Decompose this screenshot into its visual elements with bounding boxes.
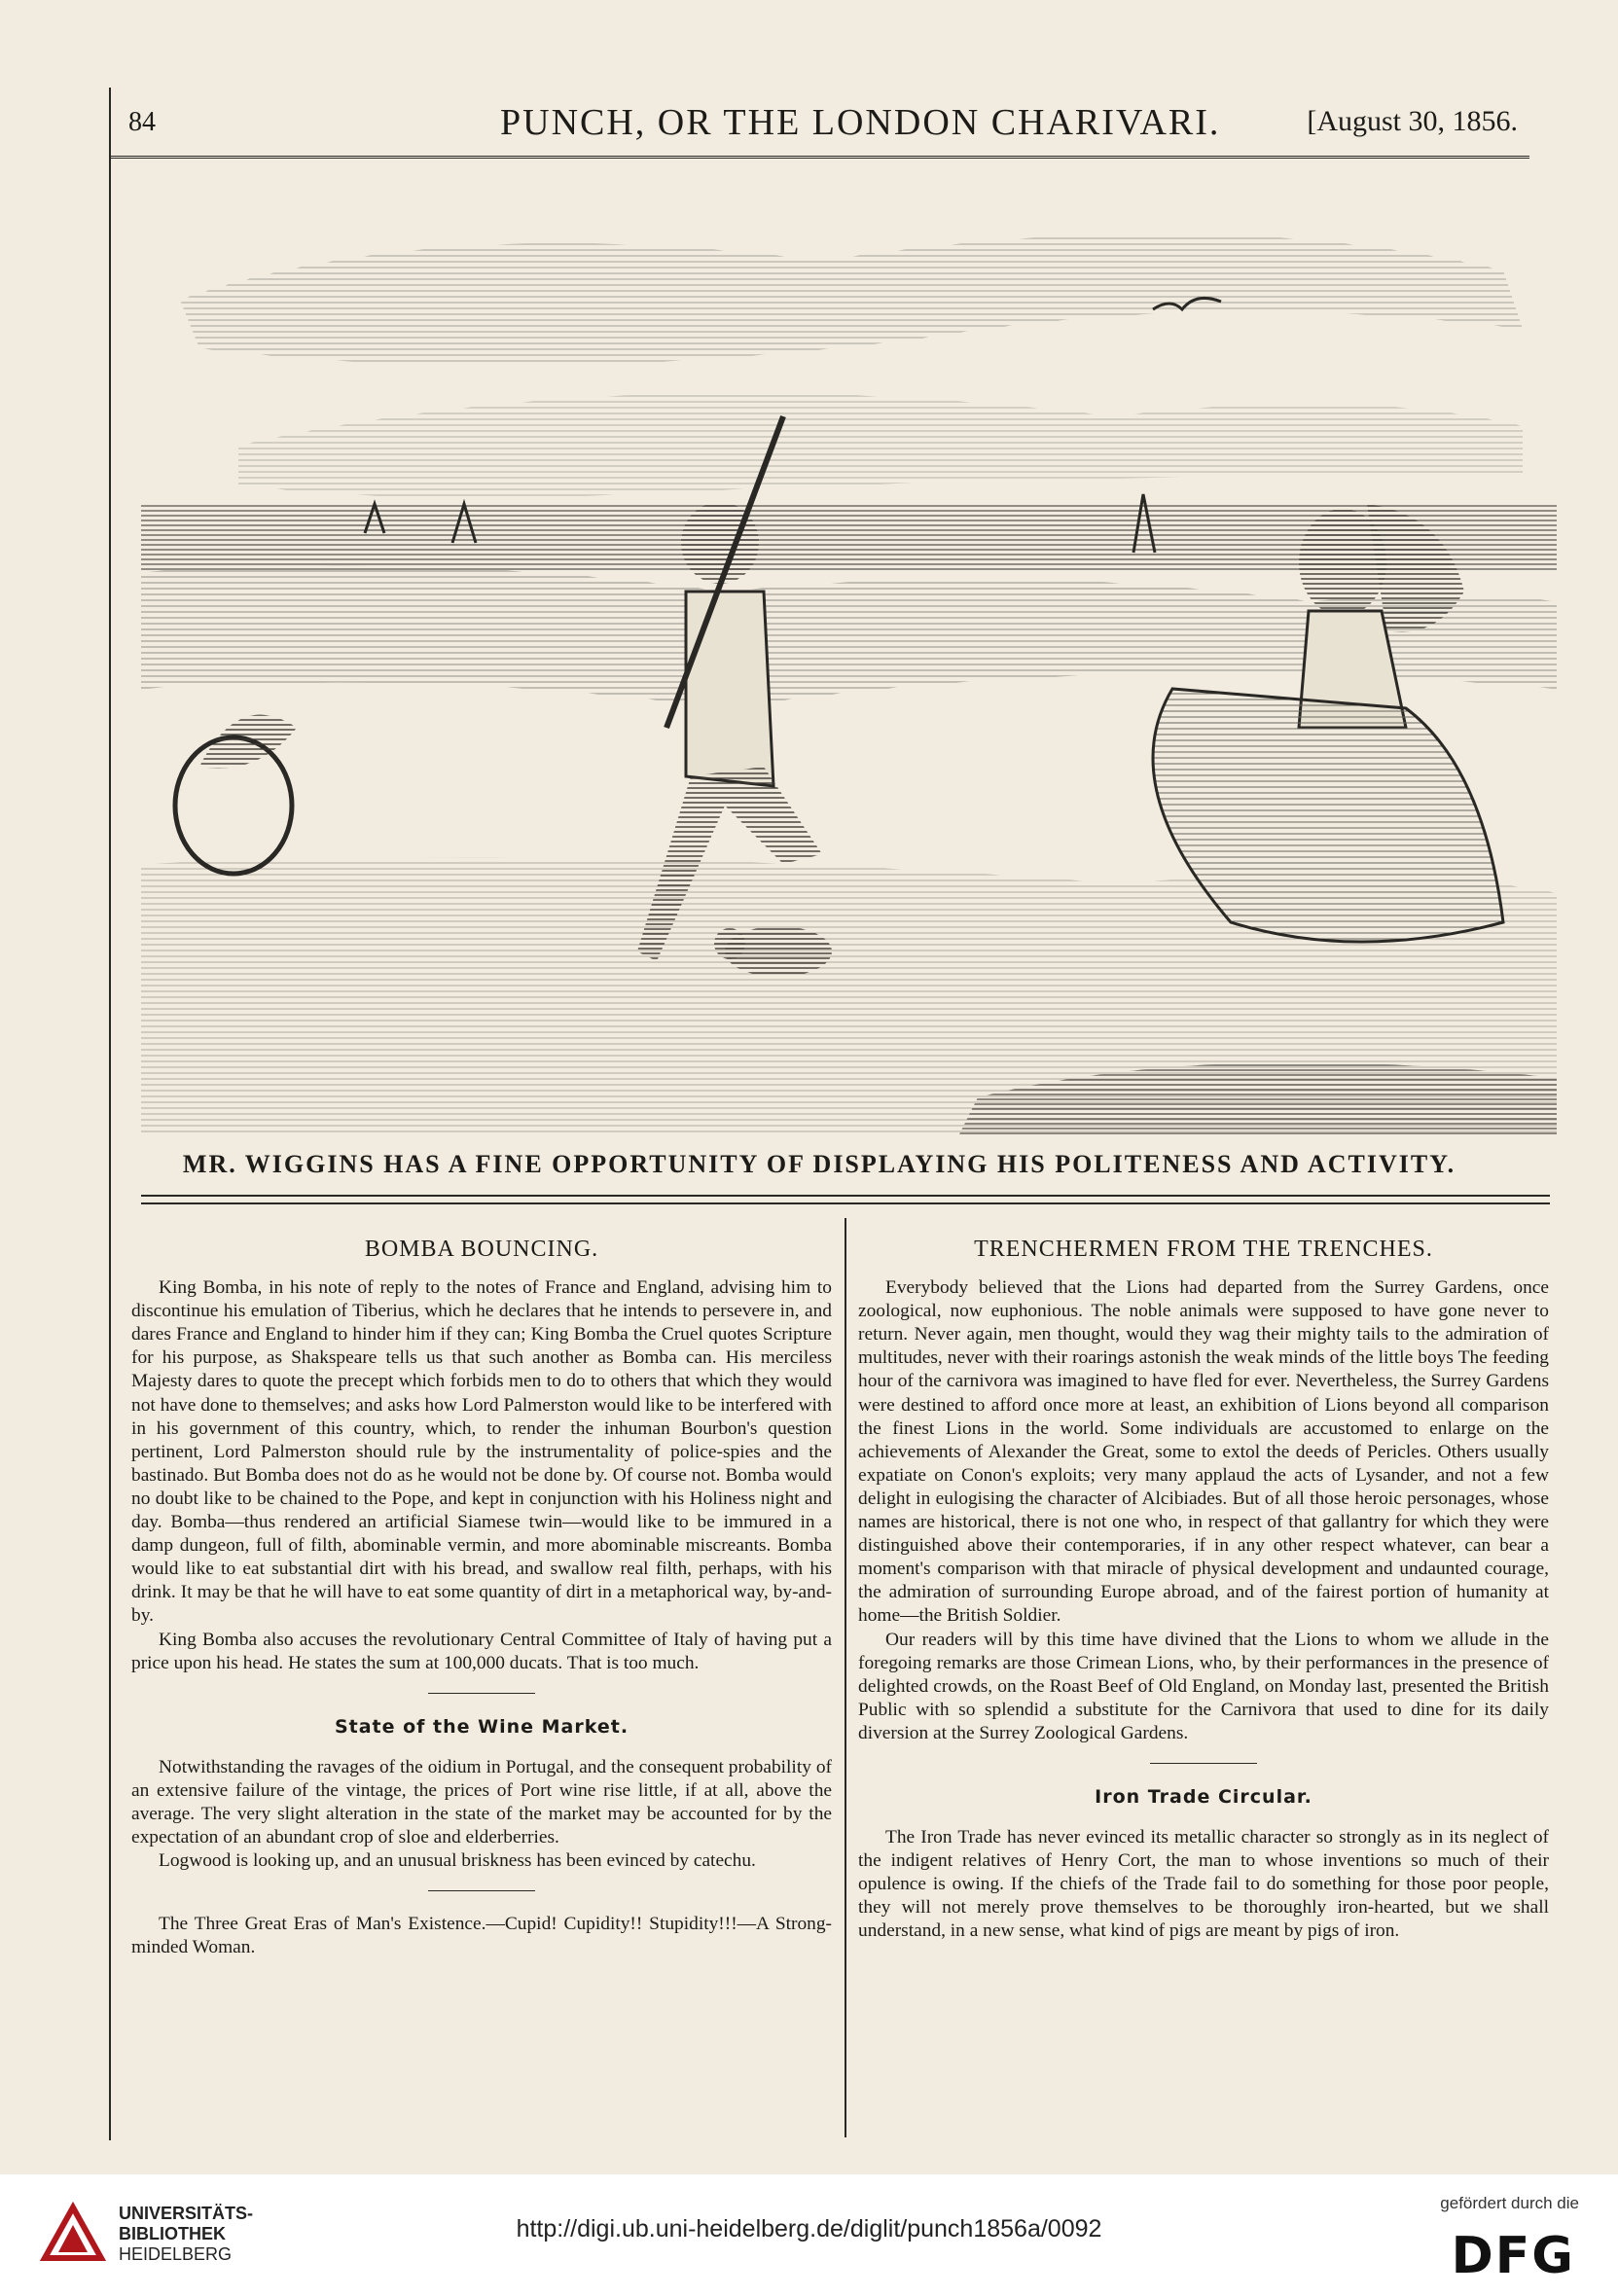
column-divider: [845, 1218, 846, 2137]
section-divider: [428, 1890, 535, 1891]
article-title-wine-market: State of the Wine Market.: [334, 1715, 629, 1738]
article-paragraph: Our readers will by this time have divined that the Lions to whom we allude in the foregoing remarks are those Crimean Lions, who, by their performances in the presence of delighted crowds, on the Roast Beef of Old England, on Monday last, presented the British Public with so splendid a substitute for the Carnivora that used to dine for its daily diversion at the Surrey Zoological Gardens.: [858, 1629, 1549, 1743]
dfg-logo-icon: DFG: [1451, 2227, 1575, 2285]
illustration-svg: [141, 183, 1557, 1136]
illustration-caption: MR. WIGGINS HAS A FINE OPPORTUNITY OF DISPLAYING HIS POLITENESS AND ACTIVITY.: [182, 1150, 1456, 1178]
permalink-url[interactable]: http://digi.ub.uni-heidelberg.de/diglit/punch1856a/0092: [516, 2215, 1102, 2242]
epigram-paragraph: The Three Great Eras of Man's Existence.—Cupid! Cupidity!! Stupidity!!!—A Strong-minded Woman.: [131, 1914, 832, 1958]
caption-rule: [141, 1195, 1550, 1197]
issue-date: [August 30, 1856.: [1307, 105, 1518, 137]
funding-note: gefördert durch die: [1440, 2194, 1579, 2212]
masthead-title: PUNCH, OR THE LONDON CHARIVARI.: [500, 102, 1221, 143]
article-paragraph: Everybody believed that the Lions had departed from the Surrey Gardens, once zoological, now euphonious. The noble animals were supposed to have gone never to return. Never again, men thought, would they wag their mighty tails to the admiration of multitudes, never with their roarings astonish the weak minds of the little boys The feeding hour of the carnivora was imagined to have fled for ever. Nevertheless, the Surrey Gardens were destined to afford once more at least, an exhibition of Lions beyond all comparison the finest Lions in the world. Some individuals are accustomed to enlarge on the achievements of Alexander the Great, some to extol the deeds of Pericles. Others usually expatiate on Conon's exploits; very many applaud the acts of Lysander, and not a few delight in eulogising the character of Alcibiades. But of all those heroic personages, whose names are historical, there is not one who, in respect of that gallantry for which they were distinguished above their contemporaries, if in any other respect whatever, can bear a moment's comparison with that miracle of physical development and undaunted courage, the admiration of surrounding Europe abroad, and of the fairest portion of humanity at home—the British Soldier.: [858, 1277, 1549, 1627]
engraving-illustration: [141, 183, 1557, 1136]
header-rule: [109, 156, 1529, 159]
page-number: 84: [128, 107, 156, 137]
institution-name: UNIVERSITÄTS- BIBLIOTHEK HEIDELBERG: [119, 2204, 254, 2264]
section-divider: [428, 1693, 535, 1694]
article-paragraph: Logwood is looking up, and an unusual briskness has been evinced by catechu.: [159, 1850, 756, 1872]
article-title-trenchermen: TRENCHERMEN FROM THE TRENCHES.: [974, 1237, 1433, 1262]
article-title-bomba-bouncing: BOMBA BOUNCING.: [364, 1237, 599, 1262]
article-paragraph: King Bomba, in his note of reply to the notes of France and England, advising him to discontinue his emulation of Tiberius, which he declares that he intends to persevere in, and dares France and England to hinder him if they can; King Bomba the Cruel quotes Scripture for his purpose, as Shakspeare tells us that such another as Bomba can. His merciless Majesty dares to quote the precept which forbids men to do to others that which they would not have done to themselves; and asks how Lord Palmerston would like to be interfered with in his government of this country, which, to render the inhuman Bourbon's question pertinent, Lord Palmerston should rule by the instrumentality of police-spies and the bastinado. But Bomba does not do as he would not be done by. Of course not. Bomba would no doubt like to be chained to the Pope, and kept in conjunction with his Holiness night and day. Bomba—thus rendered an artificial Siamese twin—would like to be immured in a damp dungeon, full of filth, abominable vermin, and more abominable miscreants. Bomba would like to eat substantial dirt with his bread, and swallow real filth, perhaps, with his drink. It may be that he will have to eat some quantity of dirt in a metaphorical way, by-and-by.: [131, 1277, 832, 1627]
caption-rule-second: [141, 1202, 1550, 1204]
article-paragraph: King Bomba also accuses the revolutionary Central Committee of Italy of having put a price upon his head. He states the sum at 100,000 ducats. That is too much.: [131, 1629, 832, 1673]
digitization-footer: [0, 2174, 1618, 2296]
article-paragraph: Notwithstanding the ravages of the oidium in Portugal, and the consequent probability of an extensive failure of the vintage, the prices of Port wine rise little, if at all, above the average. The very slight alteration in the state of the market may be accounted for by the expectation of an abundant crop of sloe and elderberries.: [131, 1756, 832, 1848]
left-column: [131, 1238, 832, 1959]
right-column: [858, 1238, 1549, 1944]
article-paragraph: The Iron Trade has never evinced its metallic character so strongly as in its neglect of the indigent relatives of Henry Cort, the man to whose inventions so much of their opulence is owing. If the chiefs of the Trade fail to do something for those poor people, they will not merely prove themselves to be thoroughly iron-hearted, but we shall understand, in a new sense, what kind of pigs are meant by pigs of iron.: [858, 1827, 1549, 1942]
section-divider: [1150, 1763, 1257, 1764]
article-title-iron-trade: Iron Trade Circular.: [1095, 1785, 1312, 1808]
